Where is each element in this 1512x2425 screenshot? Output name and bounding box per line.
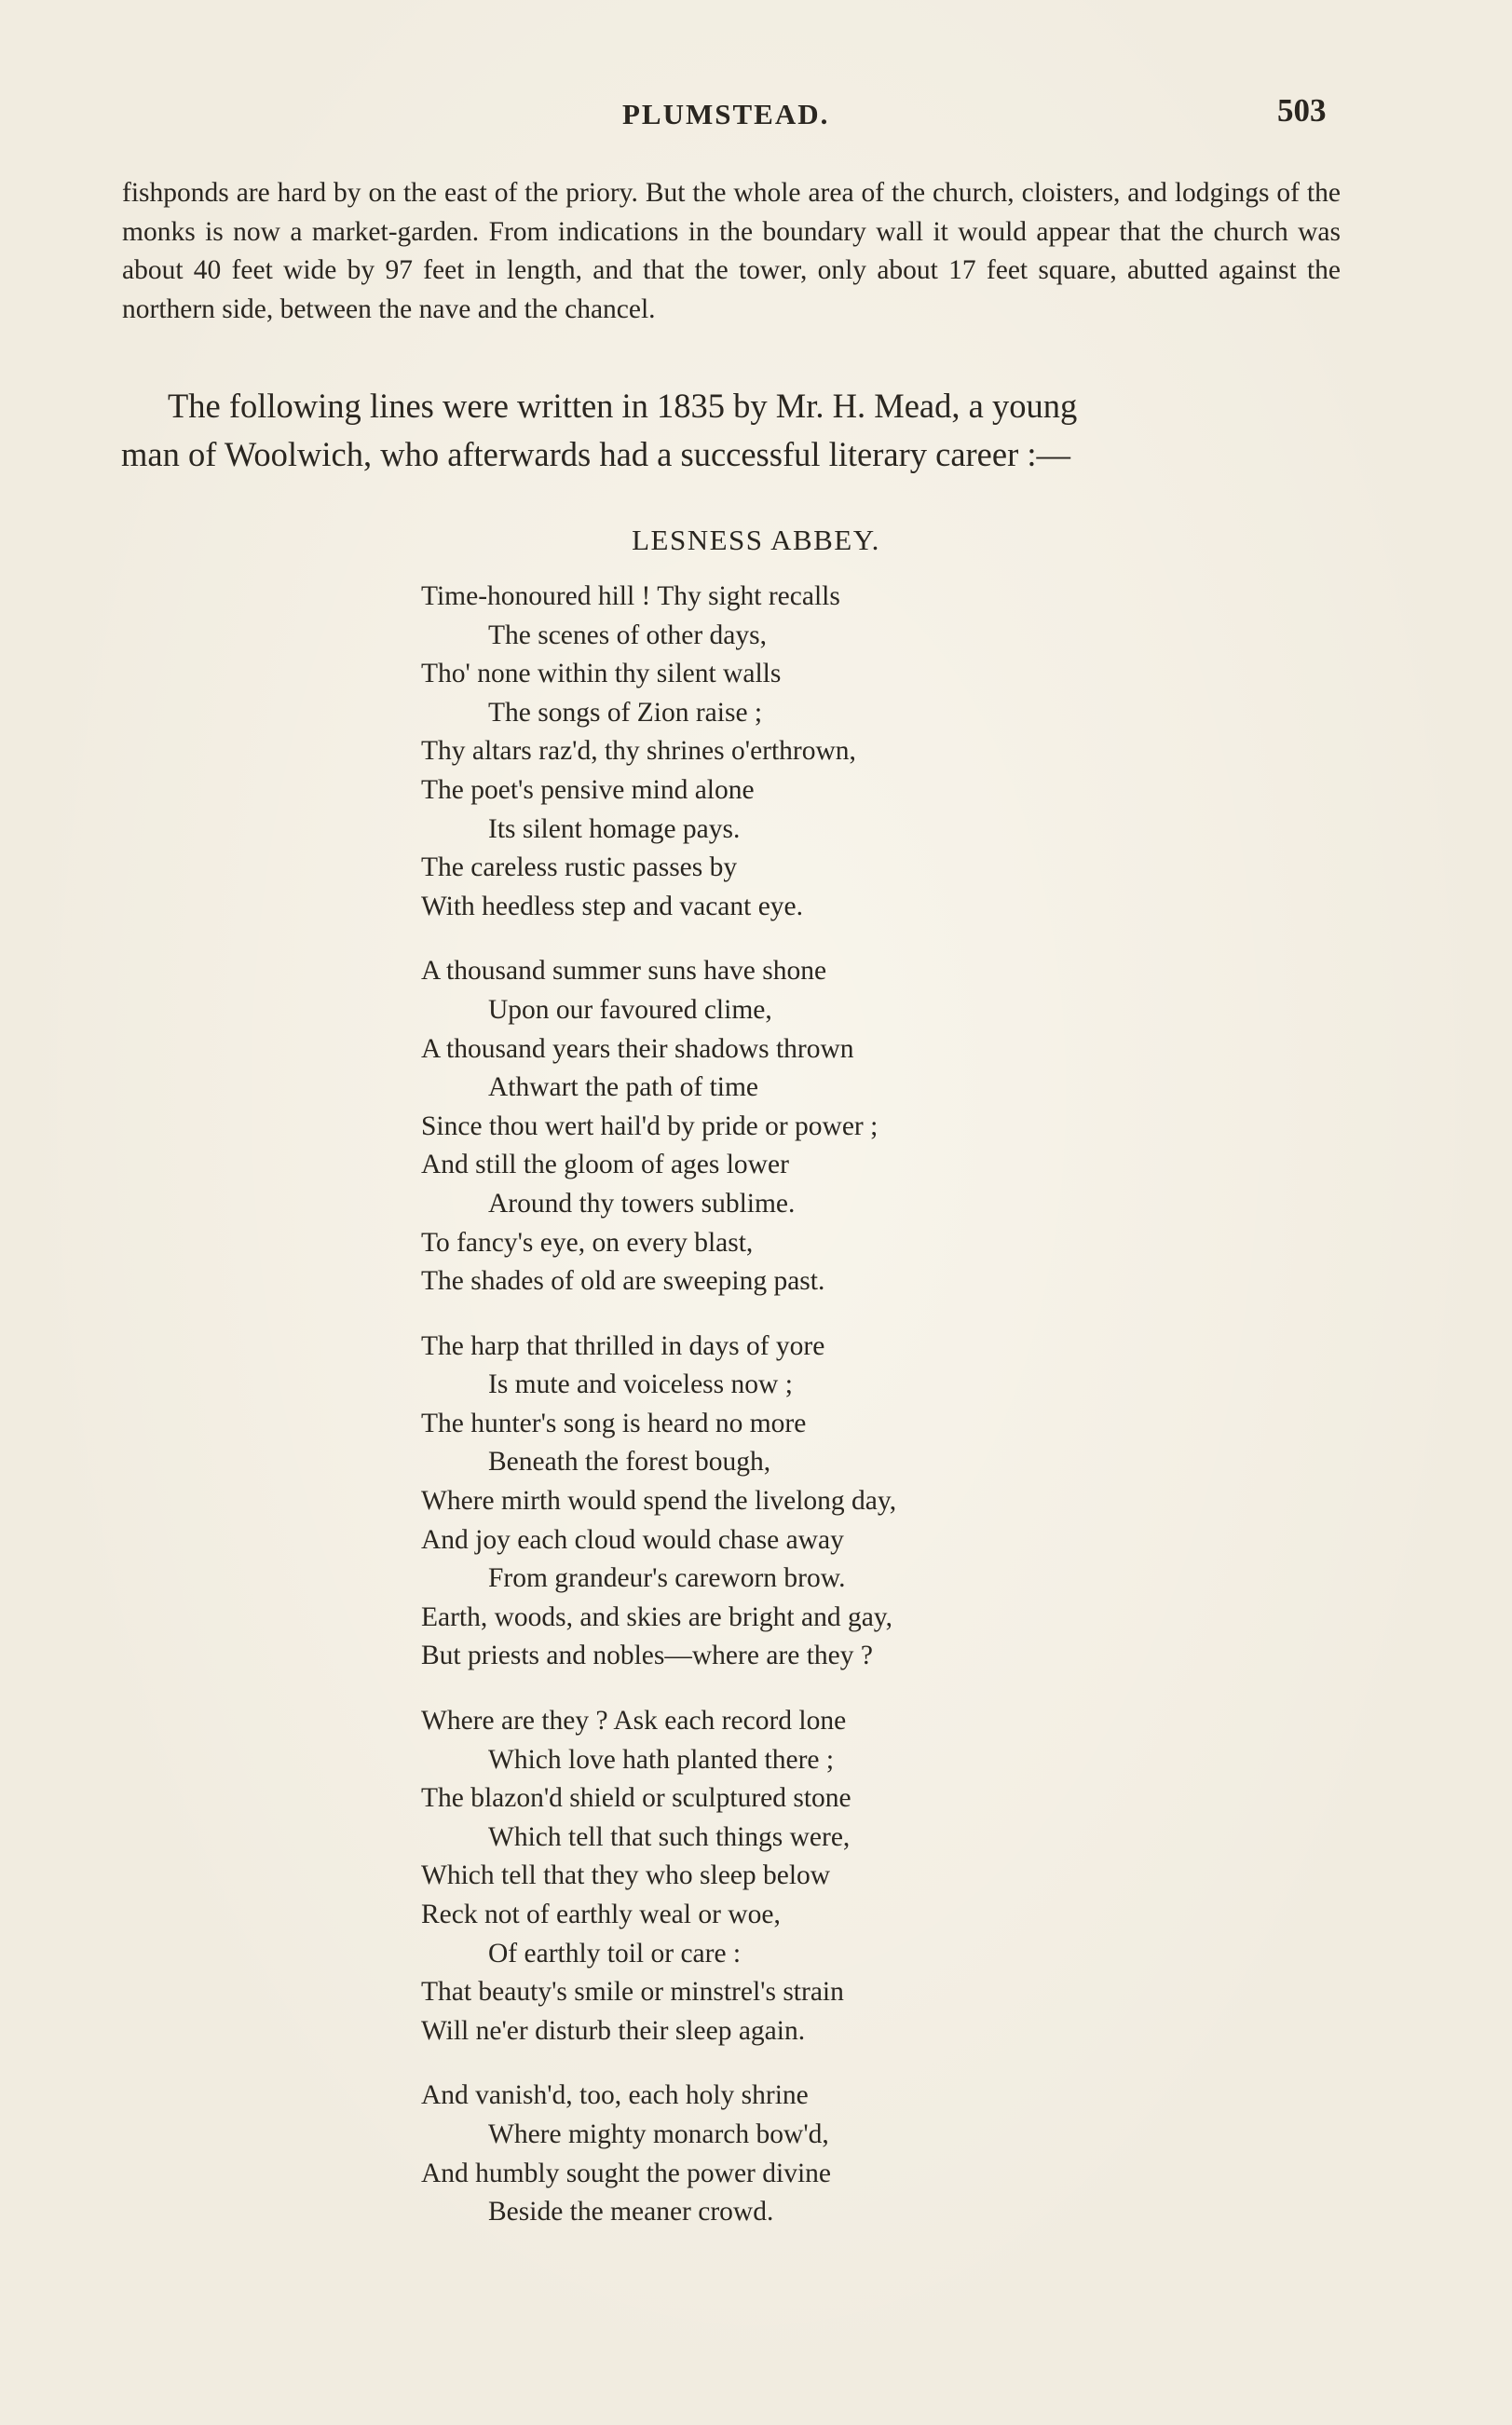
poem-stanza	[421, 578, 1073, 926]
poem-line: With heedless step and vacant eye.	[421, 891, 804, 921]
poem-line: And still the gloom of ages lower	[421, 1150, 789, 1180]
poem-title: LESNESS ABBEY.	[632, 524, 880, 556]
poem-introduction-line-2: man of Woolwich, who afterwards had a successful literary career :—	[121, 435, 1071, 473]
poem	[421, 578, 1073, 2232]
poem-line: The hunter's song is heard no more	[421, 1408, 807, 1438]
poem-line: Of earthly toil or care :	[488, 1938, 742, 1969]
poem-line: Earth, woods, and skies are bright and gay,	[421, 1601, 893, 1632]
poem-line: To fancy's eye, on every blast,	[421, 1227, 754, 1258]
poem-line: Tho' none within thy silent walls	[421, 659, 782, 689]
poem-line: From grandeur's careworn brow.	[488, 1563, 846, 1594]
poem-line: The scenes of other days,	[488, 620, 767, 650]
poem-line: Beneath the forest bough,	[488, 1447, 771, 1478]
poem-line: Its silent homage pays.	[488, 813, 741, 844]
poem-line: The careless rustic passes by	[421, 852, 738, 883]
poem-introduction	[121, 382, 1342, 479]
poem-line: Which tell that such things were,	[488, 1821, 851, 1852]
poem-line: A thousand years their shadows thrown	[421, 1033, 854, 1064]
poem-line: The shades of old are sweeping past.	[421, 1266, 825, 1297]
poem-line: Where are they ? Ask each record lone	[421, 1706, 847, 1737]
poem-stanza	[421, 952, 1073, 1301]
poem-line: Which tell that they who sleep below	[421, 1860, 831, 1891]
poem-line: Upon our favoured clime,	[488, 994, 772, 1025]
poem-line: Where mirth would spend the livelong day,	[421, 1486, 897, 1517]
poem-introduction-line-1: The following lines were written in 1835 by Mr. H. Mead, a young	[168, 387, 1078, 425]
poem-line: The harp that thrilled in days of yore	[421, 1330, 825, 1361]
poem-line: Athwart the path of time	[488, 1072, 759, 1103]
poem-line: And humbly sought the power divine	[421, 2158, 831, 2188]
poem-line: And vanish'd, too, each holy shrine	[421, 2080, 809, 2111]
poem-line: The blazon'd shield or sculptured stone	[421, 1783, 851, 1814]
poem-line: The songs of Zion raise ;	[488, 697, 763, 728]
poem-line: Reck not of earthly weal or woe,	[421, 1900, 781, 1929]
poem-line: Thy altars raz'd, thy shrines o'erthrown,	[421, 736, 856, 767]
poem-line: The poet's pensive mind alone	[421, 774, 755, 805]
poem-line: Will ne'er disturb their sleep again.	[421, 2015, 806, 2046]
running-title: PLUMSTEAD.	[622, 98, 830, 130]
poem-stanza	[421, 2077, 1073, 2231]
poem-line: That beauty's smile or minstrel's strain	[421, 1977, 844, 2008]
poem-line: Beside the meaner crowd.	[488, 2197, 774, 2227]
poem-line: But priests and nobles—where are they ?	[421, 1641, 873, 1671]
intro-paragraph: fishponds are hard by on the east of the priory. But the whole area of the church, cloisters, and lodgings of the monks is now a market-garden. From indications in the boundary wall it would appear that the church was about 40 feet wide by 97 feet in length, and that the tower, only about 17 feet square, abutted against the northern side, between the nave and the chancel.	[122, 178, 1341, 324]
poem-stanza	[421, 1702, 1073, 2050]
poem-line: Since thou wert hail'd by pride or power ;	[421, 1110, 879, 1141]
poem-line: Is mute and voiceless now ;	[488, 1369, 793, 1400]
poem-line: Where mighty monarch bow'd,	[488, 2118, 829, 2149]
poem-line: Which love hath planted there ;	[488, 1744, 835, 1775]
poem-line: And joy each cloud would chase away	[421, 1524, 844, 1555]
poem-line: A thousand summer suns have shone	[421, 956, 827, 987]
poem-line: Time-honoured hill ! Thy sight recalls	[421, 581, 840, 611]
intro-paragraph-block	[122, 174, 1341, 329]
poem-stanza	[421, 1328, 1073, 1676]
page-number: 503	[1277, 92, 1327, 129]
poem-line: Around thy towers sublime.	[488, 1188, 796, 1219]
